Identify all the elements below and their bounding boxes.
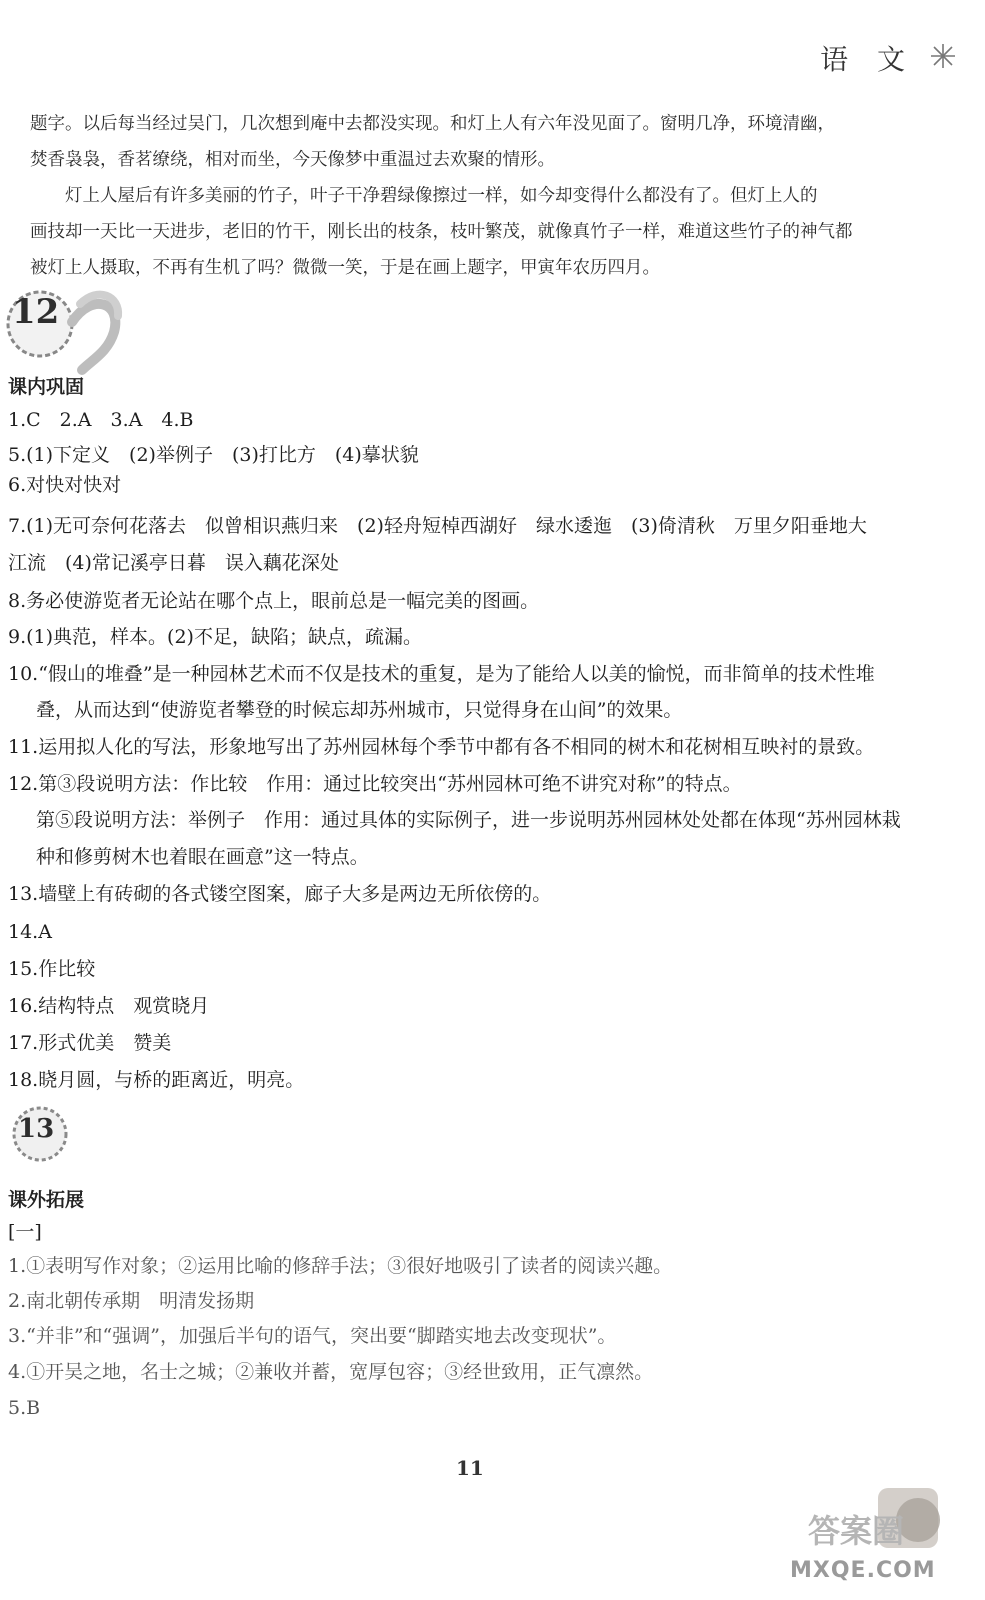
watermark-domain: MXQE.COM: [790, 1558, 936, 1583]
intro-line: 题字。以后每当经过吴门，几次想到庵中去都没实现。和灯上人有六年没见面了。窗明几净，环境清幽，: [30, 114, 835, 134]
intro-line: 被灯上人摄取，不再有生机了吗？微微一笑，于是在画上题字，甲寅年农历四月。: [30, 258, 660, 278]
answer-line: 4.①开吴之地，名士之城；②兼收并蓄，宽厚包容；③经世致用，正气凛然。: [8, 1361, 654, 1383]
answer-line: 16.结构特点 观赏晓月: [8, 995, 210, 1017]
answer-line: 17.形式优美 赞美: [8, 1032, 172, 1054]
badge-number: 13: [18, 1114, 55, 1144]
answer-line: 2.南北朝传承期 明清发扬期: [8, 1290, 255, 1312]
answer-line: 11.运用拟人化的写法，形象地写出了苏州园林每个季节中都有各不相同的树木和花树相互映衬的景致。: [8, 736, 875, 758]
intro-line: 灯上人屋后有许多美丽的竹子，叶子干净碧绿像擦过一样，如今却变得什么都没有了。但灯上人的: [30, 186, 818, 206]
badge-number: 12: [12, 292, 60, 332]
section-12-badge: [2, 282, 132, 382]
answer-line: 18.晓月圆，与桥的距离近，明亮。: [8, 1069, 305, 1091]
part-label: [一]: [8, 1221, 42, 1243]
answer-line: 7.(1)无可奈何花落去 似曾相识燕归来 (2)轻舟短棹西湖好 绿水逶迤 (3)倚清秋 万里夕阳垂地大: [8, 515, 867, 537]
answer-line: 12.第③段说明方法：作比较 作用：通过比较突出“苏州园林可绝不讲究对称”的特点。: [8, 773, 742, 795]
answer-line: 10.“假山的堆叠”是一种园林艺术而不仅是技术的重复，是为了能给人以美的愉悦，而非简单的技术性堆: [8, 663, 875, 685]
section-13-badge: [4, 1100, 84, 1170]
section-title: 课内巩固: [8, 376, 85, 398]
intro-line: 焚香袅袅，香茗缭绕，相对而坐，今天像梦中重温过去欢聚的情形。: [30, 150, 555, 170]
answer-line: 6.对快对快对: [8, 474, 122, 496]
answer-line: 9.(1)典范，样本。(2)不足，缺陷；缺点，疏漏。: [8, 626, 422, 648]
subject-title: 语 文: [820, 43, 915, 76]
answer-line: 14.A: [8, 921, 52, 943]
answer-line: 13.墙壁上有砖砌的各式镂空图案，廊子大多是两边无所依傍的。: [8, 883, 552, 905]
page-number: 11: [456, 1456, 484, 1480]
answer-line-continued: 叠，从而达到“使游览者攀登的时候忘却苏州城市，只觉得身在山间”的效果。: [36, 699, 683, 721]
answer-line-continued: 种和修剪树木也着眼在画意”这一特点。: [36, 846, 369, 868]
intro-line: 画技却一天比一天进步，老旧的竹干，刚长出的枝条，枝叶繁茂，就像真竹子一样，难道这些竹子的神气都: [30, 222, 853, 242]
decorative-flower-icon: [925, 38, 961, 74]
answer-line: 1.C 2.A 3.A 4.B: [8, 409, 194, 431]
section-title: 课外拓展: [8, 1189, 85, 1211]
watermark-brand: 答案圈: [808, 1512, 905, 1550]
answer-line: 5.B: [8, 1397, 41, 1419]
intro-paragraph: [30, 106, 950, 286]
answer-line: 3.“并非”和“强调”，加强后半句的语气，突出要“脚踏实地去改变现状”。: [8, 1325, 617, 1347]
answer-line: 8.务必使游览者无论站在哪个点上，眼前总是一幅完美的图画。: [8, 590, 540, 612]
answer-line-continued: 江流 (4)常记溪亭日暮 误入藕花深处: [8, 552, 339, 574]
answer-line: 1.①表明写作对象；②运用比喻的修辞手法；③很好地吸引了读者的阅读兴趣。: [8, 1255, 673, 1277]
answer-line: 15.作比较: [8, 958, 96, 980]
answer-line-continued: 第⑤段说明方法：举例子 作用：通过具体的实际例子，进一步说明苏州园林处处都在体现“苏州园林栽: [36, 809, 901, 831]
answer-line: 5.(1)下定义 (2)举例子 (3)打比方 (4)摹状貌: [8, 444, 419, 466]
